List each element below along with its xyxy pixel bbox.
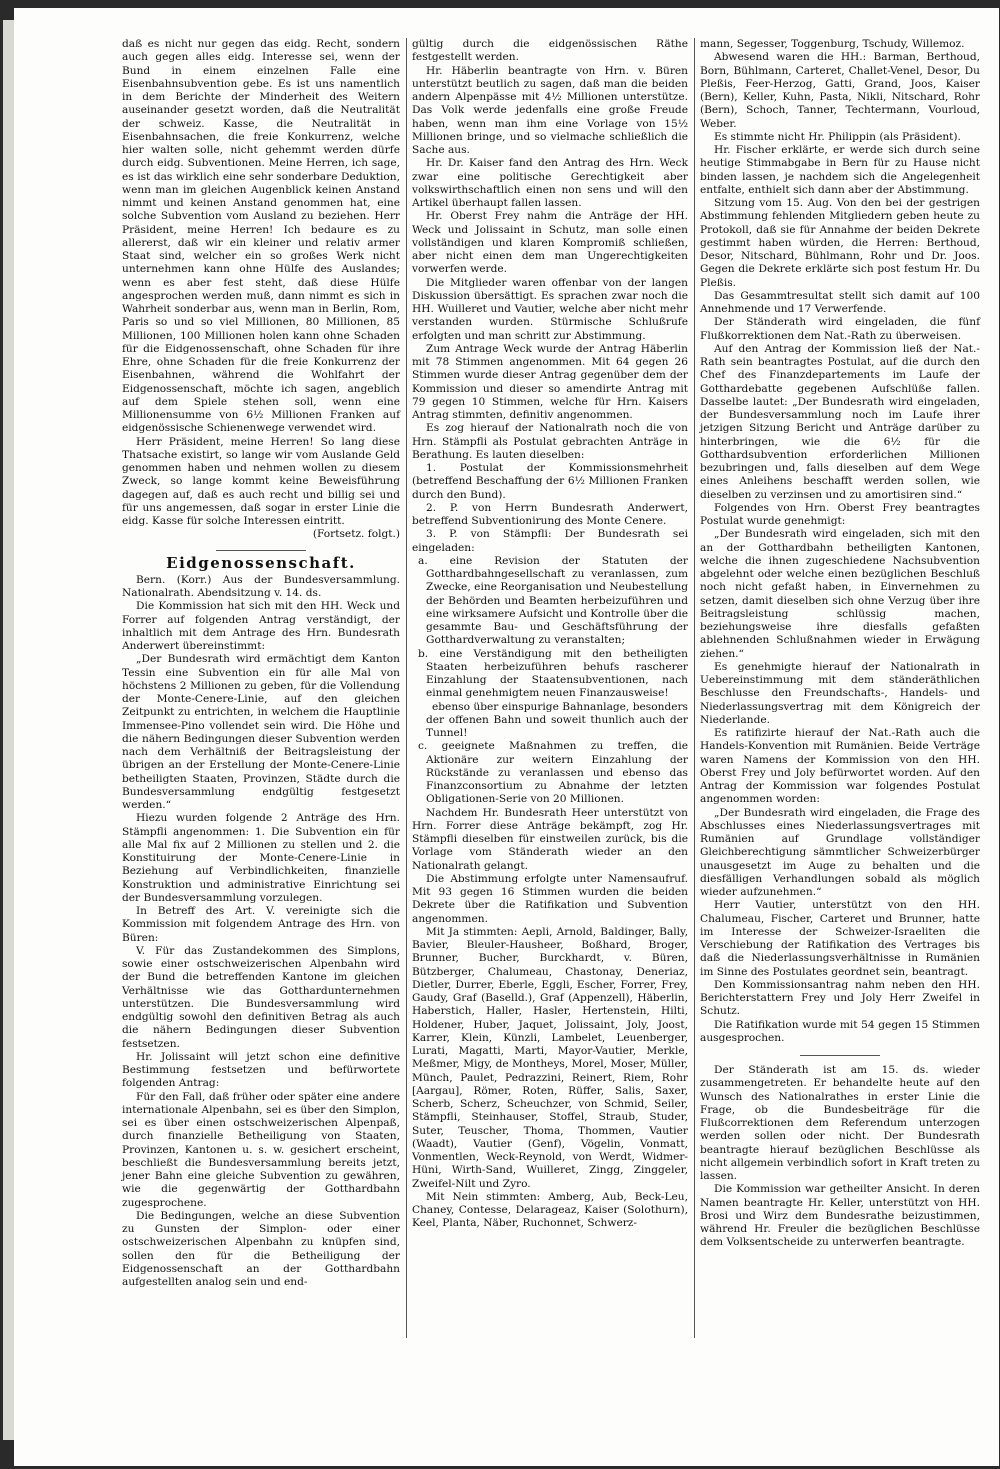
paragraph: Hr. Fischer erklärte, er werde sich durch seine heutige Stimmabgabe in Bern für zu Hause nicht binden lassen, je nachdem sich die Angelegenheit entfalte, enthielt sich dann aber der Abstimmung. [700,144,980,196]
list-item: a. eine Revision der Statuten der Gotthardbahngesellschaft zu veranlassen, zum Zwecke, eine Reorganisation und Neubestellung der Behörden und Beamten herbeizuführen und eine wirksamere Aufsicht und Kontrolle über die gesammte Bau- und Geschäftsführung der Gotthardverwaltung zu veranstalten; [418,554,688,647]
paragraph: Die Kommission war getheilter Ansicht. In deren Namen beantragte Hr. Keller, unterstützt von HH. Brosi und Wirz dem Bundesrathe beizustimmen, während Hr. Freuler die bezüglichen Beschlüsse dem Volksentscheide zu unterwerfen beantragte. [700,1183,980,1249]
paragraph: Die Abstimmung erfolgte unter Namensaufruf. Mit 93 gegen 16 Stimmen wurden die beiden Dekrete über die Ratifikation und Subvention angenommen. [412,872,688,925]
paragraph: Hiezu wurden folgende 2 Anträge des Hrn. Stämpfli angenommen: 1. Die Subvention ein für alle Mal fix auf 2 Millionen zu stellen und 2. die Konstituirung der Monte-Cenere-Linie in Beziehung auf Verbindlichkeiten, finanzielle Konstruktion und administrative Einrichtung sei der Bundesversammlung vorzulegen. [122,812,400,904]
paragraph: Hr. Oberst Frey nahm die Anträge der HH. Weck und Jolissaint in Schutz, man solle einen vollständigen und klaren Kompromiß schließen, aber nicht einen dem man Ungerechtigkeiten vorwerfen werde. [412,210,688,276]
paragraph: V. Für das Zustandekommen des Simplons, sowie einer ostschweizerischen Alpenbahn wird der Bund die betreffenden Kantone im gleichen Verhältnisse wie das Gotthardunternehmen unterstützen. Die Bundesversammlung wird endgültig sowohl den definitiven Betrag als auch die nähern Bedingungen dieser Subvention festsetzen. [122,944,400,1050]
quoted-motion: „Der Bundesrath wird eingeladen, sich mit den an der Gotthardbahn betheiligten Kantonen, welche die ihnen zugeschiedene Nachsubvention abgelehnt oder welche einen bezüglichen Beschluß noch nicht gefaßt haben, in Einvernehmen zu setzen, damit dieselben sich ohne Verzug über ihre Beitragsleistung schlüssig machen, beziehungsweise ihre diesfalls gefaßten ablehnenden Schlußnahmen wieder in Erwägung ziehen.“ [700,528,980,660]
list-item: 2. P. von Herrn Bundesrath Anderwert, betreffend Subventionirung des Monte Cenere. [412,501,688,527]
paragraph: Den Kommissionsantrag nahm neben den HH. Berichterstattern Frey und Joly Herr Zweifel in Schutz. [700,978,980,1018]
list-item: 3. P. von Stämpfli: Der Bundesrath sei eingeladen: [412,528,688,554]
section-divider [800,1055,880,1056]
paragraph: Auf den Antrag der Kommission ließ der Nat.-Rath sein beantragtes Postulat, auf die durch den Chef des Finanzdepartements im Laufe der Gotthardebatte gegebenen Aufschlüße fallen. Dasselbe lautet: „Der Bundesrath wird eingeladen, der Bundesversammlung noch im Laufe ihrer jetzigen Sitzung Bericht und Anträge darüber zu hinterbringen, wie die 6½ für die Gotthardsubvention erforderlichen Millionen bezubringen und, falls dieselben auf dem Wege eines Anleihens beschafft werden sollen, wie dieselben zu verzinsen und zu amortisiren sind.“ [700,342,980,501]
paragraph: Es ratifizirte hierauf der Nat.-Rath auch die Handels-Konvention mit Rumänien. Beide Verträge waren Namens der Kommission von den HH. Oberst Frey und Joly befürwortet worden. Auf den Antrag der Kommission war folgendes Postulat angenommen worden: [700,727,980,806]
quoted-motion: „Der Bundesrath wird ermächtigt dem Kanton Tessin eine Subvention ein für alle Mal von höchstens 2 Millionen zu geben, für die Vollendung der Monte-Cenere-Linie, auf den gleichen Zeitpunkt zu entrichten, in welchem die Hauptlinie Immensee-Pino vollendet sein wird. Die Höhe und die nähern Bedingungen dieser Subvention werden nach dem Verhältniß der Beitragsleistung der übrigen an der Erstellung der Monte-Cenere-Linie betheiligten Staaten, Provinzen, Städte durch die Bundesversammlung endgültig festgesetzt werden.“ [122,653,400,811]
column-rule-2 [694,38,695,1338]
paragraph: Die Ratifikation wurde mit 54 gegen 15 Stimmen ausgesprochen. [700,1018,980,1044]
column-2 [412,38,688,1231]
dateline: Bern. (Korr.) Aus der Bundesversammlung. Nationalrath. Abendsitzung v. 14. ds. [122,573,400,599]
newspaper-page [14,8,999,1466]
paragraph: Die Bedingungen, welche an diese Subvention zu Gunsten der Simplon- oder einer ostschweizerischen Alpenbahn zu knüpfen sind, sollen den für die Betheiligung der Eidgenossenschaft an der Gotthardbahn aufgestellten analog sein und end- [122,1209,400,1288]
paragraph: Herr Präsident, meine Herren! So lang diese Thatsache existirt, so lange wir vom Auslande Geld genommen haben und nehmen wollen zu diesem Zweck, so lange kommt keine Beweisführung dagegen auf, daß es auch recht und billig sei und für uns angemessen, daß sogar in erster Linie die eidg. Kasse für solche Interessen eintritt. [122,435,400,527]
paragraph: Der Ständerath ist am 15. ds. wieder zusammengetreten. Er behandelte heute auf den Wunsch des Nationalrathes in erster Linie die Frage, ob die Bundesbeiträge für die Flußcorrektionen dem Referendum unterzogen werden sollen oder nicht. Der Bundesrath beantragte hierauf bezüglichen Beschlüsse als nicht allgemein verbindlich sofort in Kraft treten zu lassen. [700,1064,980,1182]
section-heading: Eidgenossenschaft. [166,553,356,572]
paragraph: Es stimmte nicht Hr. Philippin (als Präsident). [714,130,961,143]
paragraph: mann, Segesser, Toggenburg, Tschudy, Willemoz. [700,38,965,50]
vote-list-yes: Mit Ja stimmten: Aepli, Arnold, Baldinger, Bally, Bavier, Bleuler-Hausheer, Boßhard, Broger, Brunner, Bucher, Burckhardt, v. Büren, Bützberger, Chalumeau, Chastonay, Deneriaz, Dietler, Durrer, Eberle, Eggli, Escher, Forrer, Frey, Gaudy, Graf (Baselld.), Graf (Appenzell), Häberlin, Haberstich, Haller, Hasler, Hertenstein, Hilti, Holdener, Huber, Jaquet, Jolissaint, Joly, Joost, Karrer, Klein, Künzli, Lambelet, Leuenberger, Lurati, Magatti, Marti, Mayor-Vautier, Merkle, Meßmer, Migy, de Montheys, Morel, Moser, Müller, Münch, Paulet, Pedrazzini, Reinert, Riem, Rohr [Aargau], Römer, Roten, Rüffer, Salis, Saxer, Scherb, Scherz, Scheuchzer, von Schmid, Seiler, Stämpfli, Steinhauser, Stoffel, Straub, Studer, Suter, Teuscher, Thoma, Thommen, Vautier (Waadt), Vautier (Genf), Vögelin, Vonmatt, Vonmentlen, Weck-Reynold, von Werdt, Widmer-Hüni, Wirth-Sand, Wuilleret, Zingg, Zinggeler, Zweifel-Nilt und Zyro. [412,925,688,1190]
paragraph: Die Mitglieder waren offenbar von der langen Diskussion übersättigt. Es sprachen zwar noch die HH. Wuilleret und Vautier, welche aber nicht mehr verstanden wurden. Stürmische Schlußrufe erfolgten und man schritt zur Abstimmung. [412,276,688,342]
paragraph: Für den Fall, daß früher oder später eine andere internationale Alpenbahn, sei es über den Simplon, sei es über einen ostschweizerischen Alpenpaß, durch finanzielle Betheiligung von Staaten, Provinzen, Kantonen u. s. w. gesichert erscheint, beschließt die Bundesversammlung bereits jetzt, jener Bahn eine gleiche Subvention zu gewähren, wie die gegenwärtig der Gotthardbahn zugesprochene. [122,1090,400,1209]
column-rule-1 [406,38,407,1338]
quoted-motion: „Der Bundesrath wird eingeladen, die Frage des Abschlusses eines Niederlassungsvertrages mit Rumänien auf Grundlage vollständiger Gleichberechtigung sämmtlicher Schweizerbürger unausgesetzt im Auge zu behalten und die diesfälligen Verhandlungen sobald als möglich wieder aufzunehmen.“ [700,806,980,898]
continuation-note: (Fortsetz. folgt.) [312,528,400,541]
paragraph: Der Ständerath wird eingeladen, die fünf Flußkorrektionen dem Nat.-Rath zu überweisen. [700,316,980,342]
paragraph: Das Gesammtresultat stellt sich damit auf 100 Annehmende und 17 Verwerfende. [700,289,980,315]
list-item: ebenso über einspurige Bahnanlage, besonders der offenen Bahn und soweit thunlich auch der Tunnel! [426,700,688,739]
paragraph: Zum Antrage Weck wurde der Antrag Häberlin mit 78 Stimmen angenommen. Mit 64 gegen 26 Stimmen wurde dieser Antrag gegenüber dem der Kommission und dieser so amendirte Antrag mit 79 gegen 10 Stimmen, welche für Hrn. Kaisers Antrag stimmten, definitiv angenommen. [412,342,688,421]
paragraph: Herr Vautier, unterstützt von den HH. Chalumeau, Fischer, Carteret und Brunner, hatte im Interesse der Schweizer-Israeliten die Verschiebung der Ratifikation des Vertrages bis daß die Niederlassungsverhältnisse in Rumänien im Sinne des Postulates geordnet sein, beantragt. [700,899,980,978]
paragraph: Es genehmigte hierauf der Nationalrath in Uebereinstimmung mit dem ständeräthlichen Beschlusse den Freundschafts-, Handels- und Niederlassungsvertrag mit dem Königreich der Niederlande. [700,660,980,726]
paragraph: Hr. Jolissaint will jetzt schon eine definitive Bestimmung festsetzen und befürwortete folgenden Antrag: [122,1050,400,1090]
list-item: 1. Postulat der Kommissionsmehrheit (betreffend Beschaffung der 6½ Millionen Franken durch den Bund). [412,462,688,501]
paragraph: Es zog hierauf der Nationalrath noch die von Hrn. Stämpfli als Postulat gebrachten Anträge in Berathung. Es lauten dieselben: [412,422,688,461]
column-1 [122,38,400,1289]
paragraph: Hr. Dr. Kaiser fand den Antrag des Hrn. Weck zwar eine politische Gerechtigkeit aber volkswirthschaftlich einen non sens und will den Artikel überhaupt fallen lassen. [412,157,688,209]
section-divider [216,550,306,551]
vote-list-no: Mit Nein stimmten: Amberg, Aub, Beck-Leu, Chaney, Contesse, Delarageaz, Kaiser (Solothurn), Keel, Planta, Näber, Ruchonnet, Schwerz- [412,1190,688,1230]
paragraph: Hr. Häberlin beantragte von Hrn. v. Büren unterstützt beutlich zu sagen, daß man die beiden andern Alpenpässe mit 4½ Millionen unterstütze. Das Volk werde jedenfalls eine große Freude haben, wenn man ihm eine Vorlage von 15½ Millionen bringe, und so vielmache schließlich die Sache aus. [412,64,688,156]
paragraph: gültig durch die eidgenössischen Räthe festgestellt werden. [412,38,688,64]
paragraph: Folgendes von Hrn. Oberst Frey beantragtes Postulat wurde genehmigt: [700,501,980,527]
paragraph: Sitzung vom 15. Aug. Von den bei der gestrigen Abstimmung fehlenden Mitgliedern geben heute zu Protokoll, daß sie für Annahme der beiden Dekrete gestimmt haben würden, die Herren: Berthoud, Desor, Nitschard, Bühlmann, Rohr und Dr. Joos. Gegen die Dekrete erklärte sich post festum Hr. Du Pleßis. [700,197,980,289]
paragraph: In Betreff des Art. V. vereinigte sich die Kommission mit folgendem Antrage des Hrn. von Büren: [122,905,400,944]
list-item: b. eine Verständigung mit den betheiligten Staaten herbeizuführen behufs rascherer Einzahlung der Staatensubventionen, nach einmal genehmigtem neuen Finanzausweise! [418,647,688,700]
paragraph: Abwesend waren die HH.: Barman, Berthoud, Born, Bühlmann, Carteret, Challet-Venel, Desor, Du Pleßis, Feer-Herzog, Gatti, Grand, Joos, Kaiser (Bern), Keller, Kuhn, Pasta, Nikli, Nitschard, Rohr (Bern), Schoch, Tanner, Techtermann, Vourloud, Weber. [700,51,980,130]
list-item: c. geeignete Maßnahmen zu treffen, die Aktionäre zur weitern Einzahlung der Rückstände zu veranlassen und ebenso das Finanzconsortium zu Abnahme der letzten Obligationen-Serie von 20 Millionen. [418,740,688,806]
column-3 [700,38,980,1250]
paragraph: daß es nicht nur gegen das eidg. Recht, sondern auch gegen alles eidg. Interesse sei, wenn der Bund in einem einzelnen Falle eine Eisenbahnsubvention gebe. Es ist uns namentlich in dem Berichte der Minderheit des Weitern auseinander gesetzt worden, daß die Neutralität der schweiz. Kasse, die Neutralität in Eisenbahnsachen, die freie Konkurrenz, welche hier walten solle, nicht gehemmt werden dürfe durch eidg. Subventionen. Meine Herren, ich sage, es ist das wirklich eine sehr sonderbare Deduktion, wenn man im gleichen Augenblick keinen Anstand nimmt und keinen Anstand genommen hat, eine solche Subvention vom Ausland zu beziehen. Herr Präsident, meine Herren! Ich bedaure es zu allererst, daß wir ein kleiner und relativ armer Staat sind, welcher ein so großes Werk nicht unternehmen kann ohne Hülfe des Auslandes; wenn es aber fest steht, daß diese Hülfe angesprochen werden muß, dann nimmt es sich in Wahrheit sonderbar aus, wenn man in Berlin, Rom, Paris so und so viel Millionen, 80 Millionen, 85 Millionen, 100 Millionen holen kann ohne Schaden für die Eidgenossenschaft, ohne Schaden für ihre Ehre, ohne Schaden für die freie Konkurrenz der Eisenbahnen, während die Wohlfahrt der Eidgenossenschaft, möchte ich sagen, angeblich auf dem Spiele stehen soll, wenn eine Millionensumme von 6½ Millionen Franken auf eidgenössische Schienenwege verwendet wird. [122,38,400,435]
paragraph: Nachdem Hr. Bundesrath Heer unterstützt von Hrn. Forrer diese Anträge bekämpft, zog Hr. Stämpfli dieselben für einstweilen zurück, bis die Vorlage vom Ständerath wieder an den Nationalrath gelangt. [412,806,688,872]
paragraph: Die Kommission hat sich mit den HH. Weck und Forrer auf folgenden Antrag verständigt, der inhaltlich mit dem Antrage des Hrn. Bundesrath Anderwert übereinstimmt: [122,600,400,652]
